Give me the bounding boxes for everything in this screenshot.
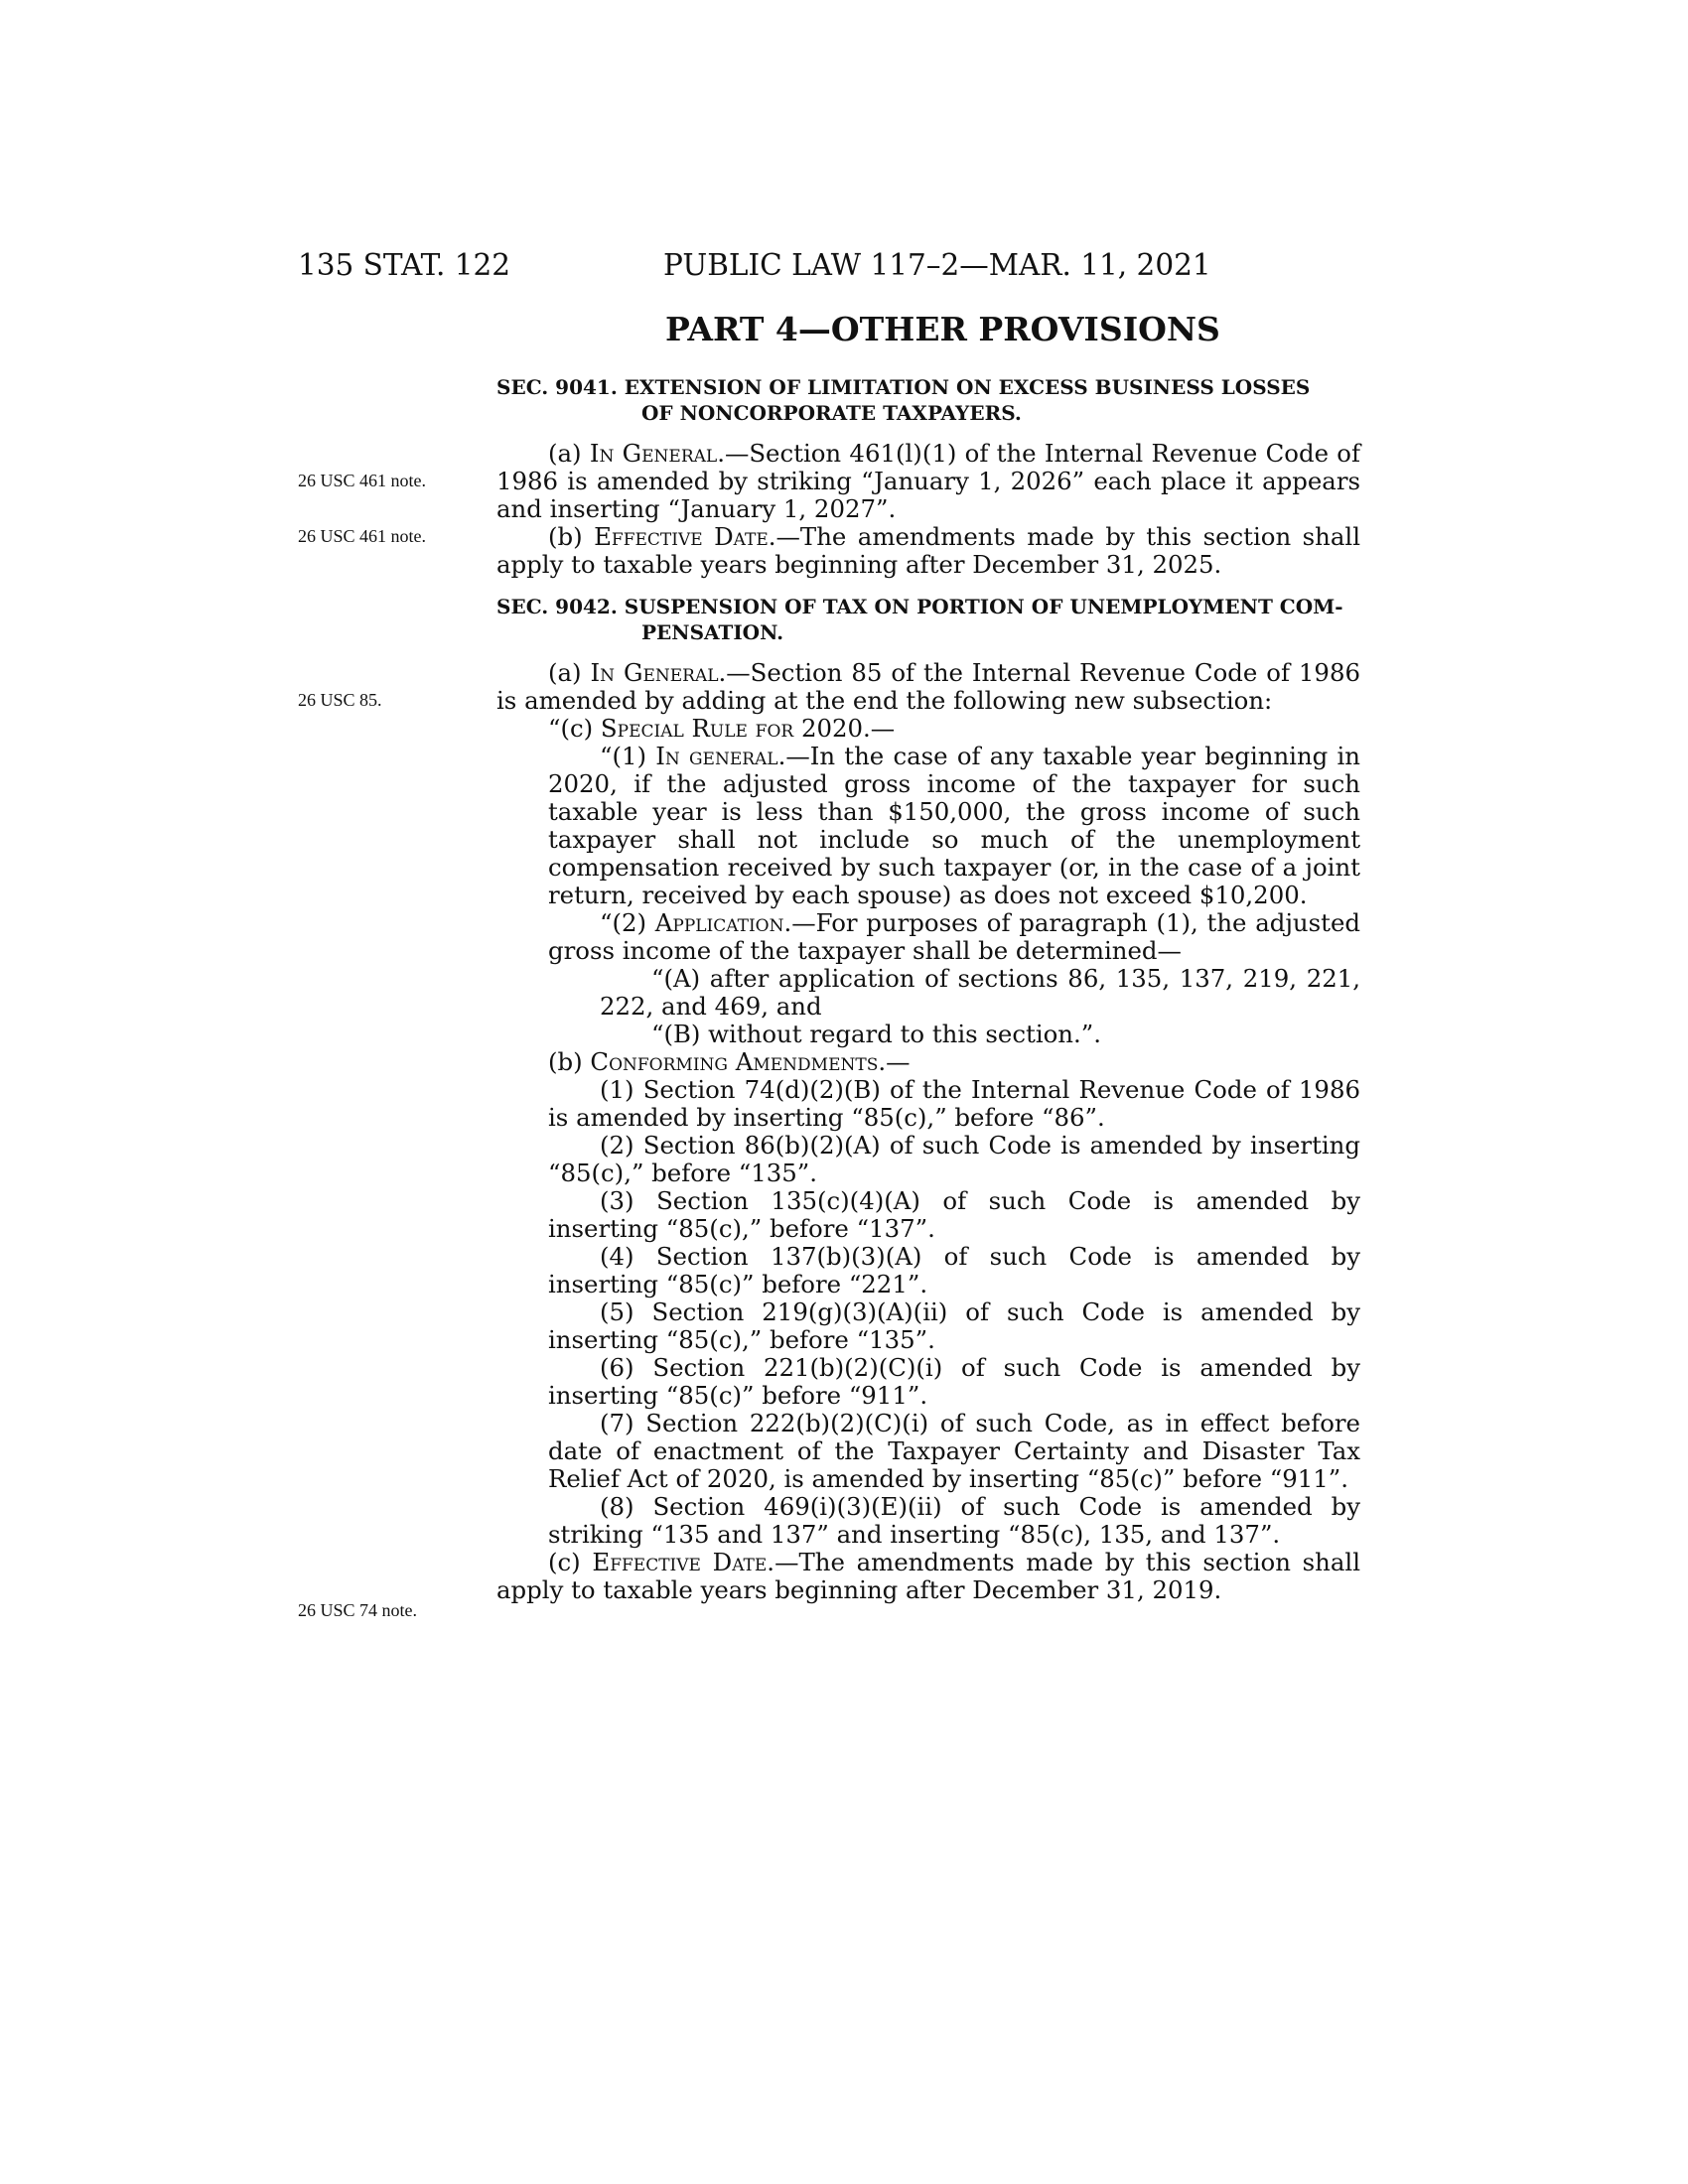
paragraph-c1: “(1) In general.—In the case of any taxable year beginning in 2020, if the adjusted gross income of the taxpayer for such taxable year is less than $150,000, the gross income of such taxpayer shall not include so much of the unemployment compensation received by such taxpayer (or, in the case of a joint return, received by each spouse) as does not exceed $10,200. [548,742,1361,909]
section-9041-title: SEC. 9041. EXTENSION OF LIMITATION ON EXCESS BUSINESS LOSSES OF NONCORPORATE TAXPAYERS. [496,375,1311,425]
subsection-c: “(c) Special Rule for 2020.— [548,714,896,743]
paragraph-b: (b) Conforming Amendments.— [548,1047,911,1076]
section-9042-title: SEC. 9042. SUSPENSION OF TAX ON PORTION OF UNEMPLOYMENT COM- PENSATION. [496,595,1343,644]
paragraph-c-effective-date: (c) Effective Date.—The amendments made by this section shall apply to taxable years beginning after December 31, 2019. [496,1548,1361,1604]
paragraph-b: (b) Effective Date.—The amendments made by this section shall apply to taxable years beginning after December 31, 2025. [496,522,1360,579]
stat-page-number: 135 STAT. 122 [298,248,511,282]
amendment-3: (3) Section 135(c)(4)(A) of such Code is amended by inserting “85(c),” before “137”. [548,1186,1360,1243]
amendment-2: (2) Section 86(b)(2)(A) of such Code is amended by inserting “85(c),” before “135”. [548,1131,1360,1187]
amendment-4: (4) Section 137(b)(3)(A) of such Code is amended by inserting “85(c)” before “221”. [548,1242,1360,1298]
section-9041-body [496,440,1360,579]
margin-note: 26 USC 85. [298,690,382,710]
subparagraph-B: “(B) without regard to this section.”. [651,1020,1101,1048]
amendment-7: (7) Section 222(b)(2)(C)(i) of such Code, as in effect before date of enactment of the Taxpayer Certainty and Disaster Tax Relief Act of 2020, is amended by inserting “85(c)” before “911”. [548,1409,1360,1493]
amendment-5: (5) Section 219(g)(3)(A)(ii) of such Code is amended by inserting “85(c),” before “135”. [548,1297,1360,1354]
margin-note: 26 USC 461 note. [298,526,427,546]
amendment-1: (1) Section 74(d)(2)(B) of the Internal Revenue Code of 1986 is amended by inserting “85(c),” before “86”. [548,1075,1360,1132]
section-9042-body [496,659,1360,1604]
amendment-8: (8) Section 469(i)(3)(E)(ii) of such Code is amended by striking “135 and 137” and inserting “85(c), 135, and 137”. [548,1492,1360,1549]
paragraph-c2: “(2) Application.—For purposes of paragraph (1), the adjusted gross income of the taxpayer shall be determined— [548,908,1360,965]
amendment-6: (6) Section 221(b)(2)(C)(i) of such Code is amended by inserting “85(c)” before “911”. [548,1353,1360,1410]
paragraph-a: (a) In General.—Section 85 of the Internal Revenue Code of 1986 is amended by adding at the end the following new subsection: [496,658,1360,715]
margin-note: 26 USC 74 note. [298,1600,418,1620]
paragraph-a: (a) In General.—Section 461(l)(1) of the Internal Revenue Code of 1986 is amended by striking “January 1, 2026” each place it appears and inserting “January 1, 2027”. [496,439,1360,523]
margin-note: 26 USC 461 note. [298,471,427,490]
part-title: PART 4—OTHER PROVISIONS [665,310,1220,348]
subparagraph-A: “(A) after application of sections 86, 135, 137, 219, 221, 222, and 469, and [600,964,1360,1021]
public-law-date: PUBLIC LAW 117–2—MAR. 11, 2021 [663,248,1211,282]
